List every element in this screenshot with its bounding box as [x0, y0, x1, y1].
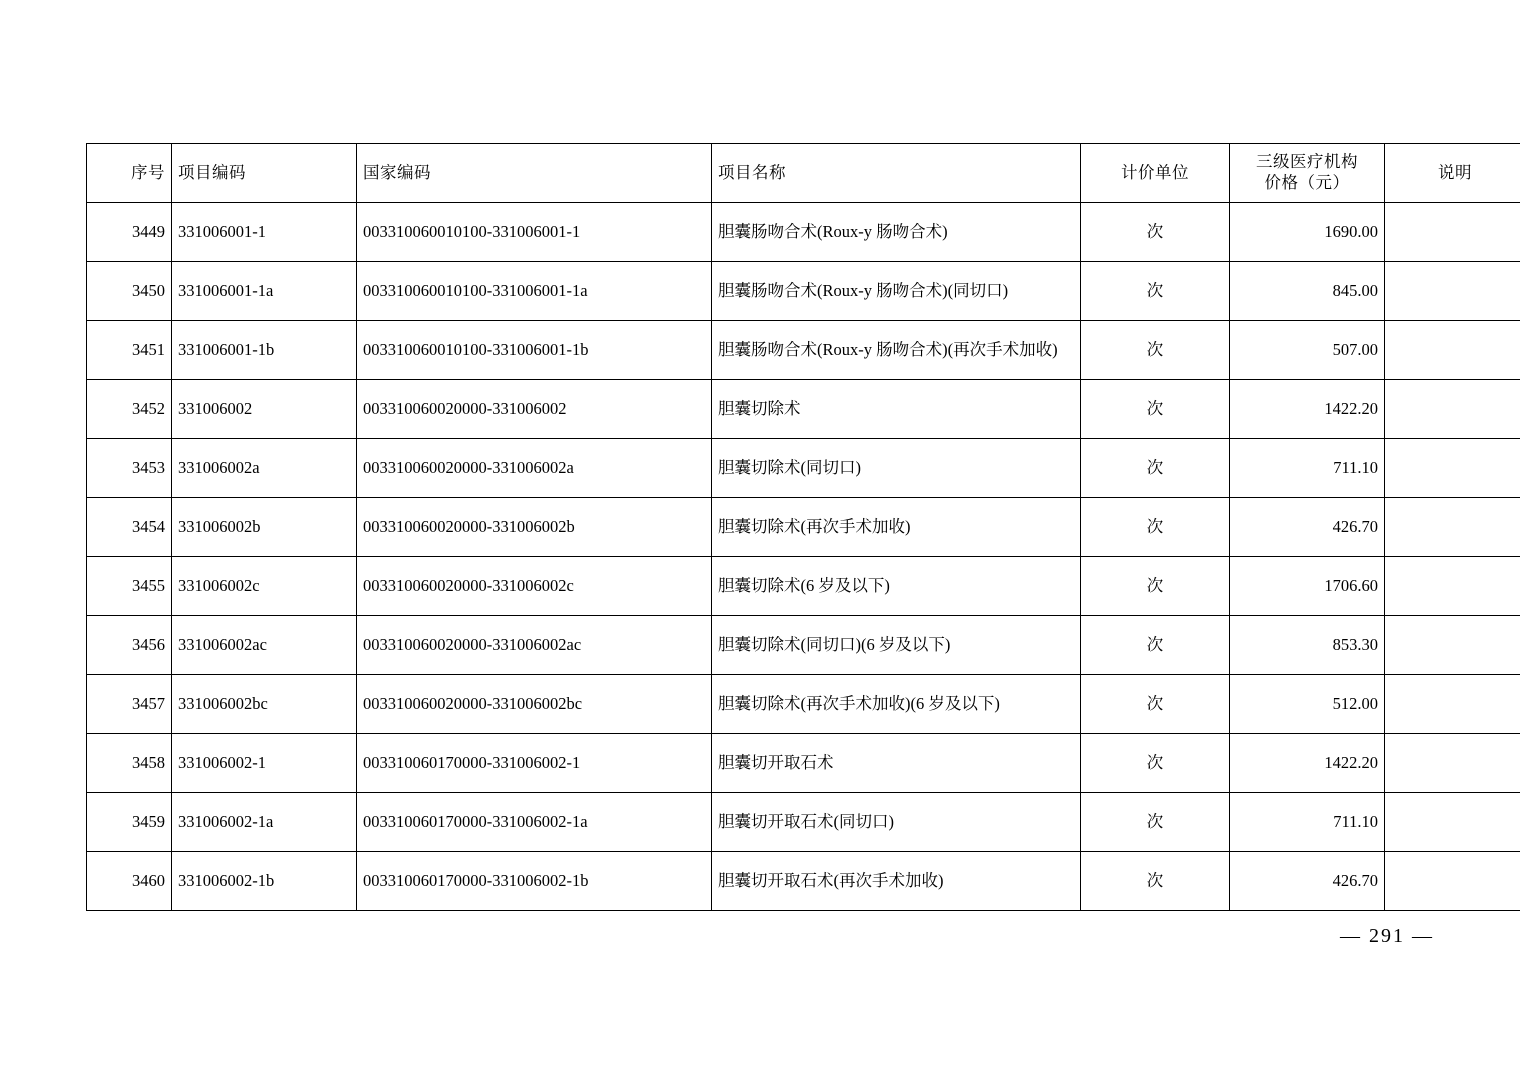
cell-note [1385, 380, 1520, 439]
medical-price-table [86, 143, 1520, 911]
table-row [87, 262, 1520, 321]
cell-national-code: 003310060010100-331006001-1a [357, 262, 712, 321]
table-row [87, 203, 1520, 262]
cell-unit: 次 [1081, 439, 1230, 498]
cell-national-code: 003310060020000-331006002bc [357, 675, 712, 734]
cell-seq: 3449 [87, 203, 172, 262]
cell-item-code: 331006002a [172, 439, 357, 498]
cell-item-code: 331006002-1a [172, 793, 357, 852]
cell-price: 845.00 [1230, 262, 1385, 321]
cell-national-code: 003310060020000-331006002b [357, 498, 712, 557]
table-row [87, 675, 1520, 734]
cell-note [1385, 262, 1520, 321]
cell-seq: 3454 [87, 498, 172, 557]
cell-national-code: 003310060170000-331006002-1 [357, 734, 712, 793]
cell-note [1385, 675, 1520, 734]
cell-price: 1706.60 [1230, 557, 1385, 616]
column-header-item-code: 项目编码 [172, 144, 357, 203]
column-header-unit: 计价单位 [1081, 144, 1230, 203]
cell-item-name: 胆囊切除术(再次手术加收) [712, 498, 1081, 557]
column-header-seq: 序号 [87, 144, 172, 203]
cell-unit: 次 [1081, 557, 1230, 616]
cell-item-name: 胆囊切除术(同切口) [712, 439, 1081, 498]
cell-seq: 3460 [87, 852, 172, 911]
cell-unit: 次 [1081, 203, 1230, 262]
cell-item-name: 胆囊切开取石术(同切口) [712, 793, 1081, 852]
table-row [87, 793, 1520, 852]
cell-price: 1690.00 [1230, 203, 1385, 262]
cell-item-code: 331006002ac [172, 616, 357, 675]
column-header-price-line1: 三级医疗机构 [1256, 152, 1358, 172]
cell-national-code: 003310060020000-331006002c [357, 557, 712, 616]
cell-item-code: 331006002-1 [172, 734, 357, 793]
cell-seq: 3457 [87, 675, 172, 734]
cell-unit: 次 [1081, 616, 1230, 675]
cell-item-code: 331006001-1a [172, 262, 357, 321]
cell-seq: 3459 [87, 793, 172, 852]
cell-national-code: 003310060010100-331006001-1 [357, 203, 712, 262]
cell-seq: 3453 [87, 439, 172, 498]
table-row [87, 616, 1520, 675]
cell-national-code: 003310060020000-331006002 [357, 380, 712, 439]
cell-note [1385, 734, 1520, 793]
cell-unit: 次 [1081, 321, 1230, 380]
cell-price: 426.70 [1230, 498, 1385, 557]
cell-unit: 次 [1081, 852, 1230, 911]
cell-national-code: 003310060020000-331006002a [357, 439, 712, 498]
cell-note [1385, 203, 1520, 262]
column-header-note: 说明 [1385, 144, 1520, 203]
cell-item-name: 胆囊切除术 [712, 380, 1081, 439]
column-header-price-line2: 价格（元） [1264, 173, 1350, 192]
table-body [87, 203, 1520, 911]
cell-national-code: 003310060020000-331006002ac [357, 616, 712, 675]
cell-item-code: 331006002c [172, 557, 357, 616]
cell-item-code: 331006002bc [172, 675, 357, 734]
cell-seq: 3450 [87, 262, 172, 321]
cell-unit: 次 [1081, 675, 1230, 734]
cell-unit: 次 [1081, 734, 1230, 793]
cell-price: 711.10 [1230, 439, 1385, 498]
cell-note [1385, 439, 1520, 498]
cell-item-code: 331006001-1b [172, 321, 357, 380]
cell-seq: 3452 [87, 380, 172, 439]
table-row [87, 498, 1520, 557]
cell-item-code: 331006001-1 [172, 203, 357, 262]
cell-item-name: 胆囊切除术(同切口)(6 岁及以下) [712, 616, 1081, 675]
cell-national-code: 003310060010100-331006001-1b [357, 321, 712, 380]
cell-note [1385, 557, 1520, 616]
cell-seq: 3455 [87, 557, 172, 616]
cell-price: 507.00 [1230, 321, 1385, 380]
cell-unit: 次 [1081, 498, 1230, 557]
cell-price: 426.70 [1230, 852, 1385, 911]
cell-item-name: 胆囊肠吻合术(Roux-y 肠吻合术)(同切口) [712, 262, 1081, 321]
table-row [87, 439, 1520, 498]
cell-price: 1422.20 [1230, 734, 1385, 793]
cell-item-name: 胆囊切除术(6 岁及以下) [712, 557, 1081, 616]
cell-unit: 次 [1081, 262, 1230, 321]
cell-seq: 3456 [87, 616, 172, 675]
cell-note [1385, 498, 1520, 557]
cell-price: 1422.20 [1230, 380, 1385, 439]
cell-item-name: 胆囊肠吻合术(Roux-y 肠吻合术)(再次手术加收) [712, 321, 1081, 380]
column-header-national-code: 国家编码 [357, 144, 712, 203]
cell-national-code: 003310060170000-331006002-1b [357, 852, 712, 911]
column-header-price [1230, 144, 1385, 203]
cell-unit: 次 [1081, 793, 1230, 852]
cell-seq: 3451 [87, 321, 172, 380]
page-number: — 291 — [1340, 925, 1434, 947]
table-row [87, 852, 1520, 911]
cell-note [1385, 852, 1520, 911]
cell-item-code: 331006002 [172, 380, 357, 439]
cell-unit: 次 [1081, 380, 1230, 439]
cell-note [1385, 321, 1520, 380]
cell-item-name: 胆囊肠吻合术(Roux-y 肠吻合术) [712, 203, 1081, 262]
table-header [87, 144, 1520, 203]
cell-seq: 3458 [87, 734, 172, 793]
cell-item-code: 331006002b [172, 498, 357, 557]
cell-item-name: 胆囊切开取石术(再次手术加收) [712, 852, 1081, 911]
cell-item-name: 胆囊切开取石术 [712, 734, 1081, 793]
table-header-row [87, 144, 1520, 203]
cell-item-code: 331006002-1b [172, 852, 357, 911]
cell-national-code: 003310060170000-331006002-1a [357, 793, 712, 852]
cell-price: 853.30 [1230, 616, 1385, 675]
column-header-item-name: 项目名称 [712, 144, 1081, 203]
cell-item-name: 胆囊切除术(再次手术加收)(6 岁及以下) [712, 675, 1081, 734]
table-row [87, 557, 1520, 616]
cell-note [1385, 616, 1520, 675]
table-row [87, 734, 1520, 793]
cell-note [1385, 793, 1520, 852]
table-row [87, 321, 1520, 380]
cell-price: 711.10 [1230, 793, 1385, 852]
cell-price: 512.00 [1230, 675, 1385, 734]
table-row [87, 380, 1520, 439]
